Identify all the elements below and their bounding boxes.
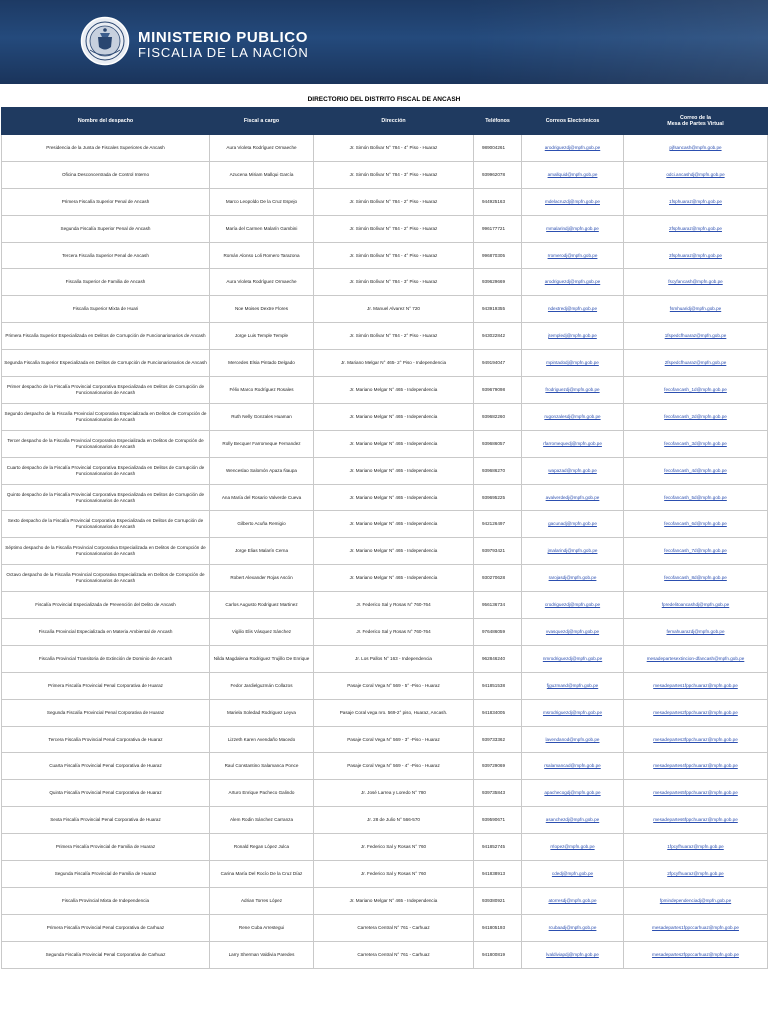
table-row (2, 403, 768, 430)
cell-mesa-partes-link[interactable]: 1fspedcfhuaraz@mpfn.gob.pe (624, 323, 768, 350)
cell-despacho: Fiscalía Superior de Familia de Ancash (2, 269, 210, 296)
col-header-despacho: Nombre del despacho (2, 108, 210, 135)
cell-despacho: Quinto despacho de la Fiscalía Provincial Corporativa Especializada en Delitos de Corrupción de Funcionarionarios de Ancash (2, 484, 210, 511)
brand-line-1: MINISTERIO PUBLICO (138, 29, 308, 46)
cell-despacho: Fiscalía Provincial Mixta de Independencia (2, 887, 210, 914)
cell-despacho: Tercera Fiscalía Superior Penal de Ancash (2, 242, 210, 269)
cell-fiscal: Lizzeth Karen Avendaño Macedo (210, 726, 314, 753)
cell-telefono: 939793421 (474, 538, 522, 565)
cell-mesa-partes-link[interactable]: fecofancash_7d@mpfn.gob.pe (624, 538, 768, 565)
table-row (2, 161, 768, 188)
cell-direccion: Jr. Simón Bolívar N° 784 - 3° Piso - Huaraz (314, 161, 474, 188)
cell-correo-link[interactable]: apachecogdj@mpfn.gob.pe (522, 780, 624, 807)
cell-despacho: Sexto despacho de la Fiscalía Provincial Corporativa Especializada en Delitos de Corrupción de Funcionarionarios de Ancash (2, 511, 210, 538)
cell-telefono: 996870305 (474, 242, 522, 269)
cell-direccion: Pasaje Coral Vega N° 569 - 5° -Piso - Huaraz (314, 672, 474, 699)
cell-telefono: 939679098 (474, 377, 522, 404)
cell-telefono: 989004261 (474, 135, 522, 162)
cell-direccion: Jr. Simón Bolívar N° 784 - 3° Piso - Huaraz (314, 269, 474, 296)
col-header-fiscal: Fiscal a cargo (210, 108, 314, 135)
cell-telefono: 949194047 (474, 350, 522, 377)
cell-despacho: Fiscalía Provincial Especializada de Prevención del Delito de Ancash (2, 592, 210, 619)
cell-despacho: Sexta Fiscalía Provincial Penal Corporativa de Huaraz (2, 807, 210, 834)
cell-fiscal: Ruth Nelly Gonzales Huaman (210, 403, 314, 430)
cell-fiscal: Azucena Miriam Mallqui García (210, 161, 314, 188)
cell-mesa-partes-link[interactable]: femahuarazdj@mpfn.gob.pe (624, 619, 768, 646)
cell-mesa-partes-link[interactable]: mesadepartes1fppccarhuaz@mpfn.gob.pe (624, 914, 768, 941)
cell-telefono: 939735843 (474, 780, 522, 807)
cell-fiscal: Fedor Jardielguzmán Collazos (210, 672, 314, 699)
cell-correo-link[interactable]: crodriguezdj@mpfn.gob.pe (522, 592, 624, 619)
cell-mesa-partes-link[interactable]: fscyfancash@mpfn.gob.pe (624, 269, 768, 296)
directory-table (1, 107, 768, 969)
cell-direccion: Jr. Simón Bolívar N° 784 - 2° Piso - Huaraz (314, 188, 474, 215)
cell-direccion: Jr. Mariano Melgar N° 465 - Independencia (314, 538, 474, 565)
cell-correo-link[interactable]: cdedj@mpfn.gob.pe (522, 861, 624, 888)
cell-correo-link[interactable]: arodriguezdj@mpfn.gob.pe (522, 269, 624, 296)
cell-mesa-partes-link[interactable]: 3fsphuaraz@mpfn.gob.pe (624, 242, 768, 269)
cell-mesa-partes-link[interactable]: fpmindependenciadj@mpfn.gob.pe (624, 887, 768, 914)
cell-fiscal: Jorge Luis Temple Temple (210, 323, 314, 350)
table-row (2, 430, 768, 457)
cell-mesa-partes-link[interactable]: mesadepartesextincion-dfancash@mpfn.gob.pe (624, 645, 768, 672)
cell-direccion: Jr. Manuel Alvarez N° 720 (314, 296, 474, 323)
cell-direccion: Jr. Mariano Melgar N° 465- 2° Piso - Independencia (314, 350, 474, 377)
cell-despacho: Presidencia de la Junta de Fiscales Superiores de Ancash (2, 135, 210, 162)
cell-correo-link[interactable]: rarojasdj@mpfn.gob.pe (522, 565, 624, 592)
cell-despacho: Segunda Fiscalía Provincial de Familia de Huaraz (2, 861, 210, 888)
table-row (2, 645, 768, 672)
cell-mesa-partes-link[interactable]: fecofancash_3d@mpfn.gob.pe (624, 430, 768, 457)
cell-mesa-partes-link[interactable]: fecofancash_2d@mpfn.gob.pe (624, 403, 768, 430)
cell-mesa-partes-link[interactable]: 2fsphuaraz@mpfn.gob.pe (624, 215, 768, 242)
cell-direccion: Jr. Mariano Melgar N° 465 - Independencia (314, 511, 474, 538)
cell-mesa-partes-link[interactable]: mesadepartes6fppchuaraz@mpfn.gob.pe (624, 807, 768, 834)
cell-direccion: Jr. Mariano Melgar N° 465 - Independencia (314, 565, 474, 592)
cell-correo-link[interactable]: lavendanod@mpfn.gob.pe (522, 726, 624, 753)
cell-telefono: 939686057 (474, 430, 522, 457)
cell-correo-link[interactable]: avalverdedj@mpfn.gob.pe (522, 484, 624, 511)
cell-telefono: 962846240 (474, 645, 522, 672)
cell-telefono: 944925163 (474, 188, 522, 215)
col-header-correos: Correos Electrónicos (522, 108, 624, 135)
cell-fiscal: Aura Violeta Rodríguez Ormaeche (210, 269, 314, 296)
table-row (2, 215, 768, 242)
cell-direccion: Carretera Central N° 761 - Carhuaz (314, 914, 474, 941)
cell-direccion: Pasaje Coral Vega N° 569 - 4° -Piso - Huaraz (314, 753, 474, 780)
cell-fiscal: Aura Violeta Rodríguez Ormaeche (210, 135, 314, 162)
cell-correo-link[interactable]: rfarromequedj@mpfn.gob.pe (522, 430, 624, 457)
cell-correo-link[interactable]: gacunadj@mpfn.gob.pe (522, 511, 624, 538)
cell-direccion: Jr. José Larrea y Loredo N° 780 (314, 780, 474, 807)
cell-direccion: Pasaje Coral Vega N° 569 - 3° -Piso - Huaraz (314, 726, 474, 753)
cell-despacho: Segunda Fiscalía Provincial Penal Corporativa de Carhuaz (2, 941, 210, 968)
cell-direccion: Jr. Federico Sal y Rosas N° 760 (314, 861, 474, 888)
cell-fiscal: Ana María del Rosario Valverde Cueva (210, 484, 314, 511)
cell-despacho: Segundo despacho de la Fiscalía Provincial Corporativa Especializada en Delitos de Corrupción de Funcionarionarios de Ancash (2, 403, 210, 430)
cell-correo-link[interactable]: mmalarindj@mpfn.gob.pe (522, 215, 624, 242)
cell-correo-link[interactable]: rsalamancad@mpfn.gob.pe (522, 753, 624, 780)
cell-despacho: Segunda Fiscalía Provincial Penal Corporativa de Huaraz (2, 699, 210, 726)
cell-mesa-partes-link[interactable]: mesadepartes2fppccarhuaz@mpfn.gob.pe (624, 941, 768, 968)
cell-mesa-partes-link[interactable]: odci.ancashdj@mpfn.gob.pe (624, 161, 768, 188)
table-row (2, 323, 768, 350)
cell-correo-link[interactable]: nmrodriguezdj@mpfn.gob.pe (522, 645, 624, 672)
col-header-mesa (624, 108, 768, 135)
table-row (2, 807, 768, 834)
cell-fiscal: Larry Sherman Valdivia Paredes (210, 941, 314, 968)
cell-direccion: Carretera Central N° 761 - Carhuaz (314, 941, 474, 968)
cell-correo-link[interactable]: arodriguezdj@mpfn.gob.pe (522, 135, 624, 162)
cell-correo-link[interactable]: mpintadodj@mpfn.gob.pe (522, 350, 624, 377)
table-body (2, 135, 768, 969)
document-title: DIRECTORIO DEL DISTRITO FISCAL DE ANCASH (307, 96, 461, 103)
cell-correo-link[interactable]: mdelacruzdj@mpfn.gob.pe (522, 188, 624, 215)
cell-fiscal: Mercedes Elsia Pintado Delgado (210, 350, 314, 377)
ministerio-seal-icon (80, 16, 130, 66)
cell-telefono: 939682260 (474, 403, 522, 430)
table-row (2, 242, 768, 269)
cell-despacho: Primera Fiscalía Provincial Penal Corporativa de Huaraz (2, 672, 210, 699)
col-header-direccion: Dirección (314, 108, 474, 135)
cell-mesa-partes-link[interactable]: fecofancash_6d@mpfn.gob.pe (624, 511, 768, 538)
cell-mesa-partes-link[interactable]: 1fsphuaraz@mpfn.gob.pe (624, 188, 768, 215)
cell-fiscal: María del Carmen Malarín Gambini (210, 215, 314, 242)
table-row (2, 565, 768, 592)
cell-fiscal: Wenceslao Salomón Apaza Ñaupa (210, 457, 314, 484)
cell-fiscal: Robert Alexander Rojas Ascón (210, 565, 314, 592)
table-row (2, 753, 768, 780)
cell-telefono: 939729069 (474, 753, 522, 780)
cell-despacho: Primera Fiscalía Superior Especializada en Delitos de Corrupción de Funcionarionarios de Ancash (2, 323, 210, 350)
cell-mesa-partes-link[interactable]: fpredelitoancashdj@mpfn.gob.pe (624, 592, 768, 619)
cell-direccion: Jr. Simón Bolívar N° 784 - 4° Piso - Huaraz (314, 242, 474, 269)
cell-despacho: Quinta Fiscalía Provincial Penal Corporativa de Huaraz (2, 780, 210, 807)
table-row (2, 457, 768, 484)
cell-despacho: Tercera Fiscalía Provincial Penal Corporativa de Huaraz (2, 726, 210, 753)
brand-wordmark (138, 30, 309, 60)
table-row (2, 269, 768, 296)
table-row (2, 377, 768, 404)
cell-fiscal: Félix Marco Rodríguez Rosales (210, 377, 314, 404)
cell-direccion: Jr. Simón Bolívar N° 784 - 4° Piso - Huaraz (314, 135, 474, 162)
cell-fiscal: Román Alonso Loli Romero Tarazona (210, 242, 314, 269)
cell-direccion: Jr. Mariano Melgar N° 465 - Independencia (314, 484, 474, 511)
cell-telefono: 941852745 (474, 834, 522, 861)
cell-telefono: 941834005 (474, 699, 522, 726)
cell-telefono: 941838913 (474, 861, 522, 888)
cell-correo-link[interactable]: rugonzalesdj@mpfn.gob.pe (522, 403, 624, 430)
cell-despacho: Tercer despacho de la Fiscalía Provincial Corporativa Especializada en Delitos de Corrupción de Funcionarionarios de Ancash (2, 430, 210, 457)
brand-line-2: FISCALIA DE LA NACIÓN (138, 45, 309, 60)
cell-direccion: Jr. Federico Sal y Rosas N° 760 (314, 834, 474, 861)
cell-mesa-partes-link[interactable]: fecofancash_5d@mpfn.gob.pe (624, 484, 768, 511)
cell-despacho: Séptimo despacho de la Fiscalía Provincial Corporativa Especializada en Delitos de Corrupción de Funcionarionarios de Ancash (2, 538, 210, 565)
table-row (2, 296, 768, 323)
table-row (2, 484, 768, 511)
cell-fiscal: Vigilio Elis Vásquez Sánchez (210, 619, 314, 646)
cell-direccion: Jr. Simón Bolívar N° 784 - 2° Piso - Huaraz (314, 215, 474, 242)
cell-telefono: 976486059 (474, 619, 522, 646)
cell-mesa-partes-link[interactable]: mesadepartes1fppchuaraz@mpfn.gob.pe (624, 672, 768, 699)
cell-direccion: Jr. Mariano Melgar N° 465 - Independencia (314, 377, 474, 404)
cell-telefono: 939962078 (474, 161, 522, 188)
cell-correo-link[interactable]: lvaldiviapdj@mpfn.gob.pe (522, 941, 624, 968)
cell-mesa-partes-link[interactable]: 2fspedcfhuaraz@mpfn.gob.pe (624, 350, 768, 377)
col-header-mesa-line2: Mesa de Partes Virtual (667, 121, 724, 127)
table-row (2, 538, 768, 565)
table-row (2, 672, 768, 699)
cell-despacho: Octavo despacho de la Fiscalía Provincial Corporativa Especializada en Delitos de Corrupción de Funcionarionarios de Ancash (2, 565, 210, 592)
table-row (2, 511, 768, 538)
cell-despacho: Primera Fiscalía Provincial Penal Corporativa de Carhuaz (2, 914, 210, 941)
cell-direccion: Jr. 28 de Julio N° 566-570 (314, 807, 474, 834)
cell-direccion: Jr. Los Pallos N° 163 - Independencia (314, 645, 474, 672)
table-row (2, 780, 768, 807)
cell-despacho: Fiscalía Provincial Transitoria de Extinción de Dominio de Ancash (2, 645, 210, 672)
col-header-mesa-line1: Correo de la (680, 114, 711, 121)
cell-fiscal: Mariela Soledad Rodriguez Leyva (210, 699, 314, 726)
cell-despacho: Fiscalía Provincial Especializada en Materia Ambiental de Ancash (2, 619, 210, 646)
cell-fiscal: Ronald Regan López Julca (210, 834, 314, 861)
table-row (2, 887, 768, 914)
cell-direccion: Jr. Mariano Melgar N° 465 - Independencia (314, 430, 474, 457)
cell-telefono: 943022842 (474, 323, 522, 350)
cell-fiscal: Adrian Torres López (210, 887, 314, 914)
cell-despacho: Primer despacho de la Fiscalía Provincial Corporativa Especializada en Delitos de Corrupción de Funcionarionarios de Ancash (2, 377, 210, 404)
table-header-row (2, 108, 768, 135)
table-row (2, 834, 768, 861)
cell-telefono: 942126497 (474, 511, 522, 538)
cell-despacho: Segunda Fiscalía Superior Especializada en Delitos de Corrupción de Funcionarionarios de Ancash (2, 350, 210, 377)
cell-direccion: Jr. Federico Sal y Rosas N° 760-764 (314, 592, 474, 619)
cell-telefono: 939380921 (474, 887, 522, 914)
cell-direccion: Jr. Mariano Melgar N° 465 - Independencia (314, 403, 474, 430)
cell-telefono: 939590671 (474, 807, 522, 834)
cell-correo-link[interactable]: jmalarindj@mpfn.gob.pe (522, 538, 624, 565)
cell-despacho: Fiscalía Superior Mixta de Huari (2, 296, 210, 323)
cell-telefono: 956136734 (474, 592, 522, 619)
cell-mesa-partes-link[interactable]: 2fpcyfhuaraz@mpfn.gob.pe (624, 861, 768, 888)
cell-telefono: 996177721 (474, 215, 522, 242)
cell-despacho: Primera Fiscalía Provincial de Familia de Huaraz (2, 834, 210, 861)
cell-despacho: Cuarta Fiscalía Provincial Penal Corporativa de Huaraz (2, 753, 210, 780)
table-row (2, 350, 768, 377)
table-row (2, 592, 768, 619)
cell-telefono: 939733362 (474, 726, 522, 753)
cell-telefono: 939686270 (474, 457, 522, 484)
cell-despacho: Segunda Fiscalía Superior Penal de Ancash (2, 215, 210, 242)
cell-correo-link[interactable]: asanchezdj@mpfn.gob.pe (522, 807, 624, 834)
cell-mesa-partes-link[interactable]: 1fpcyfhuaraz@mpfn.gob.pe (624, 834, 768, 861)
table-row (2, 726, 768, 753)
cell-mesa-partes-link[interactable]: mesadepartes2fppchuaraz@mpfn.gob.pe (624, 699, 768, 726)
cell-correo-link[interactable]: fjguzmand@mpfn.gob.pe (522, 672, 624, 699)
cell-despacho: Cuarto despacho de la Fiscalía Provincial Corporativa Especializada en Delitos de Corrupción de Funcionarionarios de Ancash (2, 457, 210, 484)
cell-mesa-partes-link[interactable]: mesadepartes5fppchuaraz@mpfn.gob.pe (624, 780, 768, 807)
cell-direccion: Jr. Federico Sal y Rosas N° 760-764 (314, 619, 474, 646)
cell-correo-link[interactable]: amallquid@mpfn.gob.pe (522, 161, 624, 188)
header-banner (0, 0, 768, 84)
table-row (2, 135, 768, 162)
cell-direccion: Jr. Simón Bolívar N° 784 - 2° Piso - Huaraz (314, 323, 474, 350)
cell-fiscal: Raul Constantino Salamanca Ponce (210, 753, 314, 780)
cell-mesa-partes-link[interactable]: fecofancash_4d@mpfn.gob.pe (624, 457, 768, 484)
cell-direccion: Pasaje Coral vega nro. 569-2° piso, Huaraz, Ancash. (314, 699, 474, 726)
cell-correo-link[interactable]: rrlopez@mpfn.gob.pe (522, 834, 624, 861)
cell-despacho: Primera Fiscalía Superior Penal de Ancash (2, 188, 210, 215)
cell-fiscal: Gilberto Acuña Remigio (210, 511, 314, 538)
cell-mesa-partes-link[interactable]: fsmhuaridj@mpfn.gob.pe (624, 296, 768, 323)
cell-mesa-partes-link[interactable]: mesadepartes3fppchuaraz@mpfn.gob.pe (624, 726, 768, 753)
col-header-telefonos: Teléfonos (474, 108, 522, 135)
table-row (2, 188, 768, 215)
cell-fiscal: Carina María Del Rocío De la Cruz Díaz (210, 861, 314, 888)
cell-fiscal: Nilda Magdalena Rodriguez Trujillo De Enrique (210, 645, 314, 672)
cell-telefono: 939629669 (474, 269, 522, 296)
cell-correo-link[interactable]: vvasquezdj@mpfn.gob.pe (522, 619, 624, 646)
cell-correo-link[interactable]: rromerodj@mpfn.gob.pe (522, 242, 624, 269)
cell-telefono: 930270628 (474, 565, 522, 592)
cell-telefono: 939695225 (474, 484, 522, 511)
cell-fiscal: Alem Rodin Sánchez Carranza (210, 807, 314, 834)
cell-correo-link[interactable]: ndextredj@mpfn.gob.pe (522, 296, 624, 323)
cell-fiscal: Arturo Enrique Pacheco Galindo (210, 780, 314, 807)
cell-mesa-partes-link[interactable]: fecofancash_1d@mpfn.gob.pe (624, 377, 768, 404)
cell-mesa-partes-link[interactable]: fecofancash_8d@mpfn.gob.pe (624, 565, 768, 592)
cell-direccion: Jr. Mariano Melgar N° 465 - Independencia (314, 457, 474, 484)
cell-direccion: Jr. Mariano Melgar N° 465 - Independencia (314, 887, 474, 914)
cell-despacho: Oficina Desconcentrada de Control Interno (2, 161, 210, 188)
cell-fiscal: Noe Moises Dextre Flores (210, 296, 314, 323)
cell-correo-link[interactable]: jtempledj@mpfn.gob.pe (522, 323, 624, 350)
table-row (2, 699, 768, 726)
cell-fiscal: Rolly Becquer Farromeque Fernandez (210, 430, 314, 457)
cell-correo-link[interactable]: wapazad@mpfn.gob.pe (522, 457, 624, 484)
table-row (2, 619, 768, 646)
cell-correo-link[interactable]: msrodriguezdj@mpfn.gob.pe (522, 699, 624, 726)
cell-telefono: 941805193 (474, 914, 522, 941)
table-row (2, 914, 768, 941)
cell-fiscal: Carlos Augusto Rodriguez Martinez (210, 592, 314, 619)
cell-fiscal: Marco Leopoldo De la Cruz Espejo (210, 188, 314, 215)
cell-telefono: 943919355 (474, 296, 522, 323)
cell-correo-link[interactable]: frodriguezdj@mpfn.gob.pe (522, 377, 624, 404)
cell-mesa-partes-link[interactable]: pjfsancash@mpfn.gob.pe (624, 135, 768, 162)
cell-correo-link[interactable]: rcubaadj@mpfn.gob.pe (522, 914, 624, 941)
cell-fiscal: Rene Cuba Arrestegui (210, 914, 314, 941)
cell-telefono: 941800819 (474, 941, 522, 968)
cell-mesa-partes-link[interactable]: mesadepartes4fppchuaraz@mpfn.gob.pe (624, 753, 768, 780)
table-row (2, 861, 768, 888)
cell-correo-link[interactable]: atorresdj@mpfn.gob.pe (522, 887, 624, 914)
cell-telefono: 941851538 (474, 672, 522, 699)
cell-fiscal: Jorge Elias Malarín Cerna (210, 538, 314, 565)
table-row (2, 941, 768, 968)
